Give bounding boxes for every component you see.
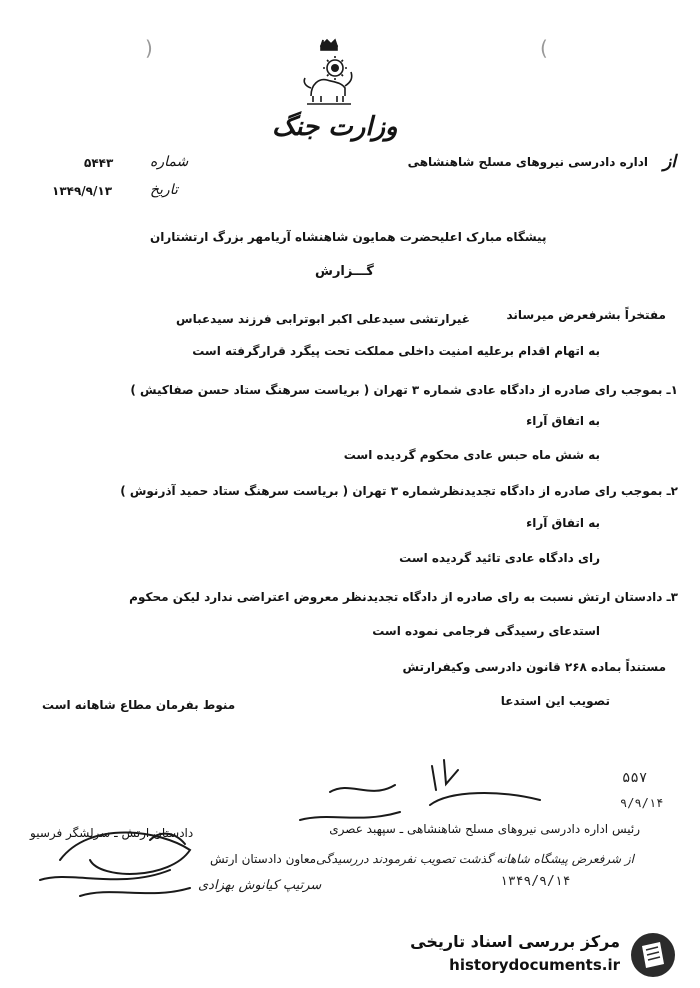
ministry-title: وزارت جنگ — [272, 112, 398, 142]
royal-annotation-date: ۱۳۴۹/۹/۱۴ — [500, 874, 571, 889]
lion-and-sun-emblem-icon — [297, 38, 361, 106]
corner-mark-left: ( — [145, 36, 153, 60]
watermark-title: مرکز بررسی اسناد تاریخی — [410, 932, 620, 951]
date-value: ۱۳۴۹/۹/۱۳ — [52, 184, 113, 198]
report-title: گـــزارش — [315, 264, 374, 279]
item1-line2: به اتفاق آراء — [526, 414, 600, 428]
prosecutor-signature-line: دادستان ارتش ـ سرلشگر فرسیو — [30, 826, 194, 840]
margin-date: ۹/۹/۱۴ — [620, 796, 664, 810]
approval-request: تصویب این استدعا — [500, 694, 610, 708]
legal-basis: مستنداً بماده ۲۶۸ قانون دادرسی وکیفرارتش — [402, 660, 666, 674]
document-center-logo-icon — [628, 930, 678, 980]
corner-mark-right: ) — [540, 36, 548, 60]
head-signature-line: رئیس اداره دادرسی نیروهای مسلح شاهنشاهی ـ سپهبد عصری — [329, 822, 640, 836]
deputy-title: معاون دادستان ارتش — [210, 852, 317, 866]
from-value: اداره دادرسی نیروهای مسلح شاهنشاهی — [407, 155, 648, 169]
item2-line2: به اتفاق آراء — [526, 516, 600, 530]
number-value: ۵۴۴۳ — [84, 156, 114, 170]
date-label: تاریخ — [150, 182, 178, 198]
item1-line3: به شش ماه حبس عادی محکوم گردیده است — [343, 448, 600, 462]
item3-line2: استدعای رسیدگی فرجامی نموده است — [372, 624, 600, 638]
number-label: شماره — [150, 154, 189, 170]
addressee: پیشگاه مبارک اعلیحضرت همایون شاهنشاه آریامهر بزرگ ارتشتاران — [150, 230, 547, 244]
watermark-url: historydocuments.ir — [449, 956, 620, 974]
deputy-name: سرتیپ کیانوش بهزادی — [198, 878, 322, 893]
item2-line3: رای دادگاه عادی تائید گردیده است — [399, 551, 600, 565]
item2-line1: ۲ـ بموجب رای صادره از دادگاه تجدیدنظرشماره ۳ تهران ( بریاست سرهنگ ستاد حمید آذرنوش ) — [120, 484, 678, 498]
item3-line1: ۳ـ دادستان ارتش نسبت به رای صادره از دادگاه تجدیدنظر معروض اعتراضی ندارد لیکن محکوم — [129, 590, 678, 604]
royal-order: منوط بفرمان مطاع شاهانه است — [42, 698, 236, 712]
item1-line1: ۱ـ بموجب رای صادره از دادگاه عادی شماره ۳ تهران ( بریاست سرهنگ ستاد حسن صفاکیش ) — [130, 383, 678, 397]
charge-text: به اتهام اقدام برعلیه امنیت داخلی مملکت تحت پیگرد قرارگرفته است — [192, 344, 600, 358]
royal-annotation-text: از شرفعرض پیشگاه شاهانه گذشت تصویب نفرمودند دررسیدگی — [315, 852, 634, 866]
margin-number: ۵۵۷ — [622, 770, 648, 786]
subject-text: غیرارتشی سیدعلی اکبر ابوترابی فرزند سیدعباس — [176, 312, 470, 326]
intro-text: مفتخراً بشرفعرض میرساند — [506, 308, 666, 322]
from-label: از — [663, 152, 676, 172]
